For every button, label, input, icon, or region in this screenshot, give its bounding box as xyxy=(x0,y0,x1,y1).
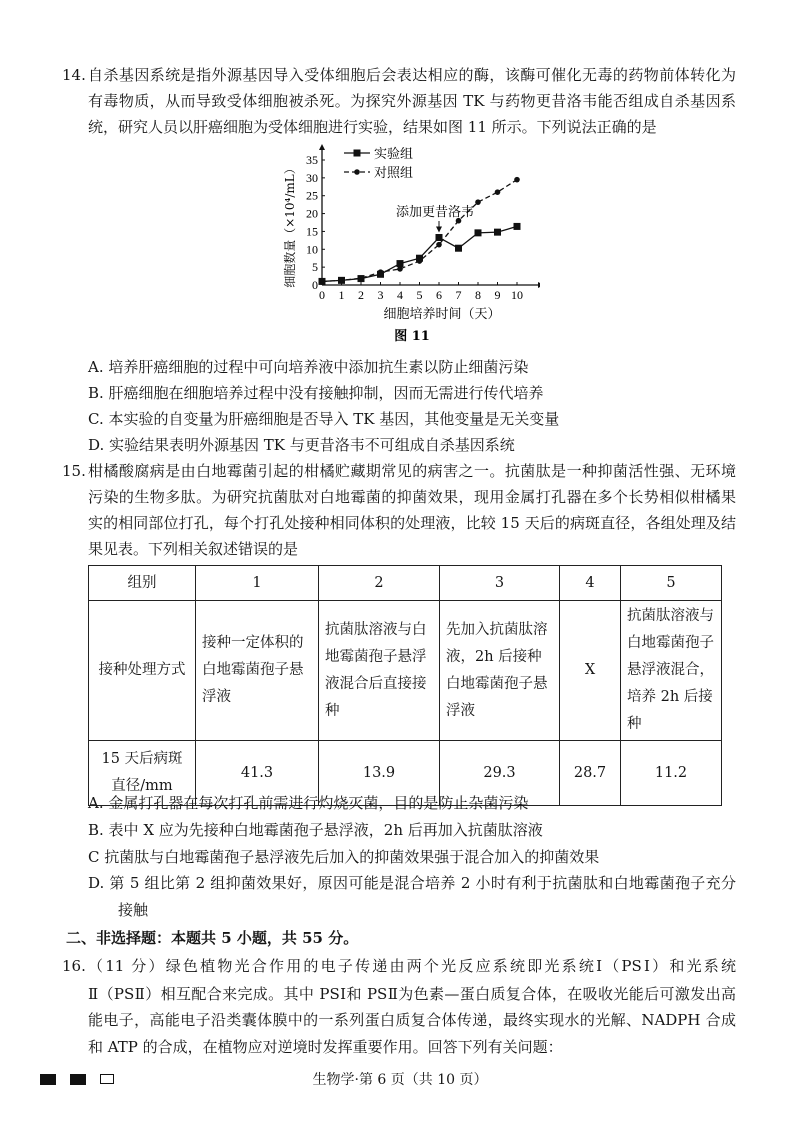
question-15-option-c: C 抗菌肽与白地霉菌孢子悬浮液先后加入的抑菌效果强于混合加入的抑菌效果 xyxy=(88,848,600,866)
x-tick-label: 7 xyxy=(455,288,462,302)
question-16-text-line: 能电子，高能电子沿类囊体膜中的一系列蛋白质复合体传递，最终实现水的光解、NADPH 合成 xyxy=(88,1011,736,1029)
table-header-cell: 2 xyxy=(319,566,440,601)
data-point-control xyxy=(495,189,501,195)
x-tick-label: 8 xyxy=(475,288,481,302)
table-cell: 11.2 xyxy=(621,741,722,806)
question-15-text-line: 污染的生物多肽。为研究抗菌肽对白地霉菌的抑菌效果，现用金属打孔器在多个长势相似柑橘果 xyxy=(88,488,736,506)
table-cell: X xyxy=(560,601,621,741)
x-tick-label: 1 xyxy=(338,288,345,302)
series-line-experiment xyxy=(322,226,517,281)
x-axis-title: 细胞培养时间（天） xyxy=(383,307,501,322)
y-axis-arrow-icon xyxy=(319,144,325,150)
figure-caption: 图 11 xyxy=(394,329,430,344)
y-tick-label: 0 xyxy=(312,278,318,292)
table-header-row xyxy=(89,566,722,601)
question-14-option-c: C. 本实验的自变量为肝癌细胞是否导入 TK 基因，其他变量是无关变量 xyxy=(88,410,560,428)
annotation-label: 添加更昔洛韦 xyxy=(395,205,475,220)
y-tick-label: 15 xyxy=(306,224,318,239)
question-16-number: 16. xyxy=(62,957,86,975)
y-tick-label: 10 xyxy=(306,242,318,257)
cell-count-line-chart xyxy=(280,143,540,348)
table-header-cell: 4 xyxy=(560,566,621,601)
question-15-option-d: D. 第 5 组比第 2 组抑菌效果好，原因可能是混合培养 2 小时有利于抗菌肽和白地霉菌孢子充分 xyxy=(88,874,736,892)
arrow-down-icon xyxy=(436,227,442,233)
table-cell: 抗菌肽溶液与白地霉菌孢子悬浮液混合后直接接种 xyxy=(319,601,440,741)
question-14-number: 14. xyxy=(62,66,86,84)
table-cell: 抗菌肽溶液与白地霉菌孢子悬浮液混合，培养 2h 后接种 xyxy=(621,601,722,741)
x-tick-label: 6 xyxy=(436,288,442,302)
question-14-text-line: 统，研究人员以肝癌细胞为受体细胞进行实验，结果如图 11 所示。下列说法正确的是 xyxy=(88,118,657,136)
data-point-control xyxy=(436,242,442,248)
data-point-control xyxy=(319,279,325,285)
table-cell: 接种一定体积的白地霉菌孢子悬浮液 xyxy=(196,601,319,741)
question-14-option-b: B. 肝癌细胞在细胞培养过程中没有接触抑制，因而无需进行传代培养 xyxy=(88,384,544,402)
data-point-control xyxy=(378,269,384,275)
data-point-experiment xyxy=(436,234,443,241)
data-point-experiment xyxy=(455,245,462,252)
table-header-cell: 3 xyxy=(440,566,560,601)
question-14-option-a: A. 培养肝癌细胞的过程中可向培养液中添加抗生素以防止细菌污染 xyxy=(88,358,529,376)
question-15-text-line: 柑橘酸腐病是由白地霉菌引起的柑橘贮藏期常见的病害之一。抗菌肽是一种抑菌活性强、无环境 xyxy=(88,462,736,480)
data-point-experiment xyxy=(397,260,404,267)
question-15-option-a: A. 金属打孔器在每次打孔前需进行灼烧灭菌，目的是防止杂菌污染 xyxy=(88,794,529,812)
table-row-label: 15 天后病斑直径/mm xyxy=(89,741,196,806)
question-16-text-line: 和 ATP 的合成，在植物应对逆境时发挥重要作用。回答下列有关问题： xyxy=(88,1038,563,1056)
question-15-text-line: 果见表。下列相关叙述错误的是 xyxy=(88,540,299,558)
table-cell: 41.3 xyxy=(196,741,319,806)
data-point-control xyxy=(358,275,364,281)
data-point-control xyxy=(475,199,481,205)
table-cell: 13.9 xyxy=(319,741,440,806)
data-point-experiment xyxy=(494,229,501,236)
question-16-text-line: Ⅱ（PSⅡ）相互配合来完成。其中 PSⅠ和 PSⅡ为色素—蛋白质复合体，在吸收光能后可激发出高 xyxy=(88,985,736,1003)
y-axis-title: 细胞数量（×10⁴/mL） xyxy=(283,162,297,288)
x-tick-label: 10 xyxy=(511,288,523,302)
table-cell: 28.7 xyxy=(560,741,621,806)
legend-label: 实验组 xyxy=(374,147,414,162)
y-tick-label: 35 xyxy=(306,153,318,167)
data-point-experiment xyxy=(514,223,521,230)
y-tick-label: 20 xyxy=(306,206,318,221)
table-header-cell: 1 xyxy=(196,566,319,601)
data-point-control xyxy=(514,177,520,183)
table-row-method xyxy=(89,601,722,741)
data-point-control xyxy=(417,258,423,264)
y-tick-label: 5 xyxy=(312,260,318,275)
x-axis-arrow-icon xyxy=(538,282,540,288)
x-tick-label: 9 xyxy=(494,288,501,302)
question-15-text-line: 实的相同部位打孔，每个打孔处接种相同体积的处理液，比较 15 天后的病斑直径，各组处理及结 xyxy=(88,514,736,532)
x-tick-label: 2 xyxy=(358,288,364,302)
series-line-control xyxy=(322,180,517,282)
question-15-option-b: B. 表中 X 应为先接种白地霉菌孢子悬浮液，2h 后再加入抗菌肽溶液 xyxy=(88,821,543,839)
question-15-option-d-cont: 接触 xyxy=(118,901,149,919)
question-15-number: 15. xyxy=(62,462,86,480)
treatment-results-table xyxy=(88,565,722,806)
question-14-text-line: 有毒物质，从而导致受体细胞被杀死。为探究外源基因 TK 与药物更昔洛韦能否组成自杀基因系 xyxy=(88,92,736,110)
table-row-label: 接种处理方式 xyxy=(89,601,196,741)
table-cell: 先加入抗菌肽溶液，2h 后接种白地霉菌孢子悬浮液 xyxy=(440,601,560,741)
data-point-control xyxy=(397,266,403,272)
y-tick-label: 30 xyxy=(306,170,318,185)
data-point-experiment xyxy=(475,229,482,236)
section-heading: 二、非选择题：本题共 5 小题，共 55 分。 xyxy=(66,929,359,947)
question-16-text-line: （11 分）绿色植物光合作用的电子传递由两个光反应系统即光系统Ⅰ（PSⅠ）和光系统 xyxy=(88,957,736,975)
x-tick-label: 0 xyxy=(319,288,325,302)
table-cell: 29.3 xyxy=(440,741,560,806)
y-tick-label: 25 xyxy=(306,188,318,203)
question-14-text-line: 自杀基因系统是指外源基因导入受体细胞后会表达相应的酶，该酶可催化无毒的药物前体转化为 xyxy=(88,66,736,84)
table-header-cell: 组别 xyxy=(89,566,196,601)
x-tick-label: 4 xyxy=(397,288,403,302)
x-tick-label: 5 xyxy=(416,288,423,302)
data-point-control xyxy=(339,278,345,284)
x-tick-label: 3 xyxy=(377,288,384,302)
legend-marker-icon xyxy=(354,169,360,175)
legend-marker-icon xyxy=(354,150,361,157)
legend-label: 对照组 xyxy=(374,166,414,181)
table-header-cell: 5 xyxy=(621,566,722,601)
question-14-option-d: D. 实验结果表明外源基因 TK 与更昔洛韦不可组成自杀基因系统 xyxy=(88,436,515,454)
page-number: 生物学·第 6 页（共 10 页） xyxy=(312,1072,488,1088)
